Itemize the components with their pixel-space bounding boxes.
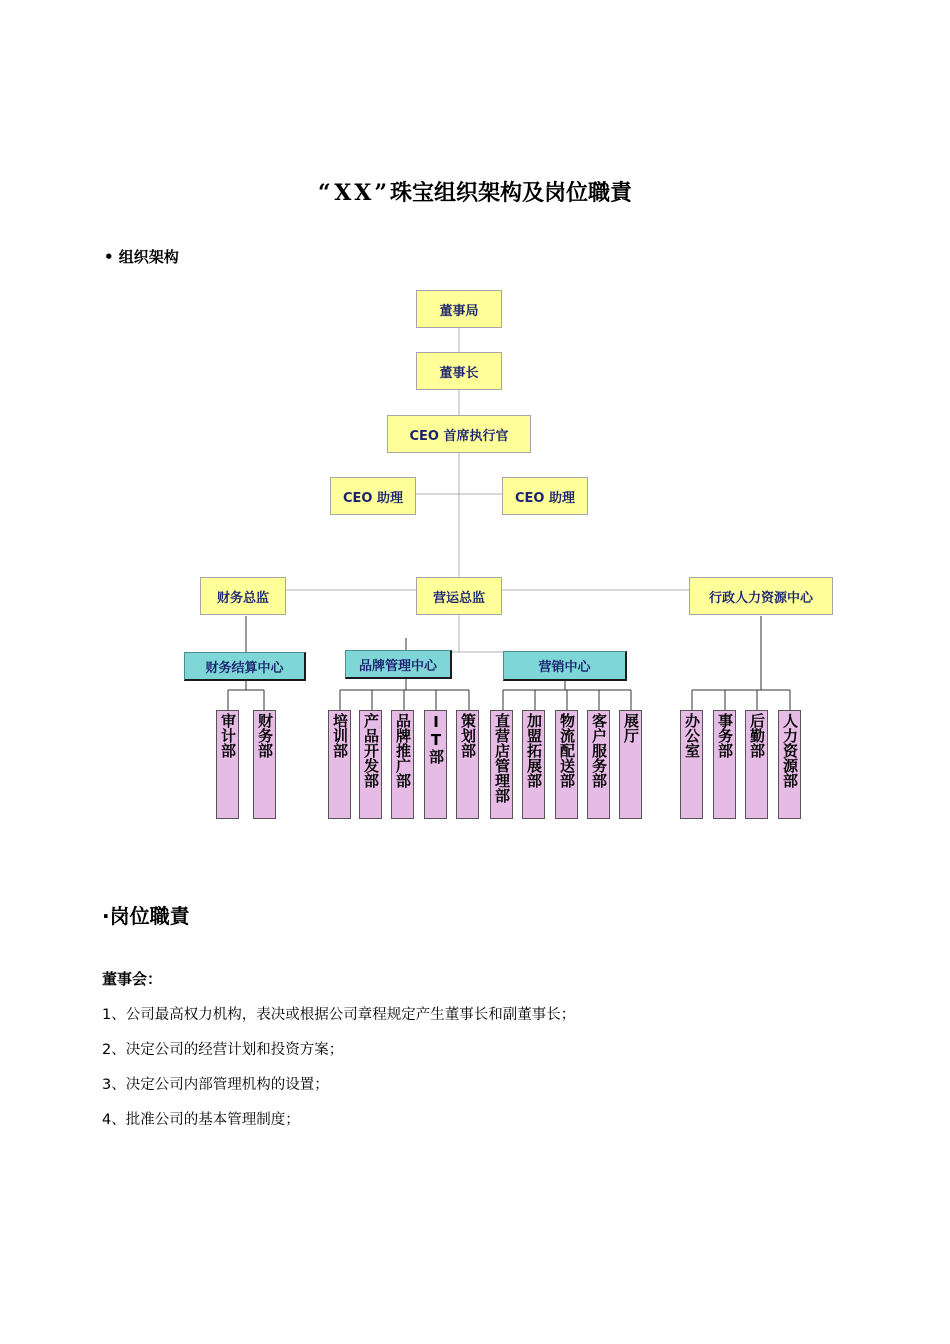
title-quote: “XX” [317,180,391,206]
dept-audit: 审计部 [216,710,239,819]
title-text: 珠宝组织架构及岗位職責 [390,181,633,206]
dept-affairs: 事务部 [713,710,736,819]
dept-finance: 财务部 [253,710,276,819]
dept-customer-service: 客户服务部 [587,710,610,819]
board-duty-item: 3、决定公司内部管理机构的设置； [102,1077,329,1093]
dept-hr: 人力资源部 [778,710,801,819]
finance-director-box: 财务总监 [200,577,286,615]
dept-showroom: 展厅 [619,710,642,819]
board-duty-item: 2、决定公司的经营计划和投资方案； [102,1042,344,1058]
marketing-center-box: 营销中心 [503,651,627,681]
dept-product-dev: 产品开发部 [359,710,382,819]
admin-hr-center-box: 行政人力资源中心 [689,577,833,615]
dept-training: 培训部 [328,710,351,819]
duties-section-heading: ·岗位職責 [102,904,190,928]
dept-planning: 策划部 [456,710,479,819]
board-duty-item: 1、公司最高权力机构，表决或根据公司章程规定产生董事长和副董事长； [102,1007,576,1023]
board-duties-heading: 董事会： [102,970,163,988]
board-duty-item: 4、批准公司的基本管理制度； [102,1112,300,1128]
dept-franchise: 加盟拓展部 [522,710,545,819]
ceo-box: CEO 首席执行官 [387,415,531,453]
board-box: 董事局 [416,290,502,328]
dept-it: IT部 [424,710,447,819]
brand-center-box: 品牌管理中心 [345,650,452,679]
chairman-box: 董事长 [416,352,502,390]
org-section-heading: • 组织架构 [104,248,179,266]
dept-direct-stores: 直营店管理部 [490,710,513,819]
finance-center-box: 财务结算中心 [184,652,306,681]
dept-logistics-support: 后勤部 [745,710,768,819]
ceo-assistant-left-box: CEO 助理 [330,477,416,515]
dept-office: 办公室 [680,710,703,819]
dept-brand-promo: 品牌推广部 [391,710,414,819]
ceo-assistant-right-box: CEO 助理 [502,477,588,515]
dept-logistics: 物流配送部 [555,710,578,819]
operations-director-box: 营运总监 [416,577,502,615]
